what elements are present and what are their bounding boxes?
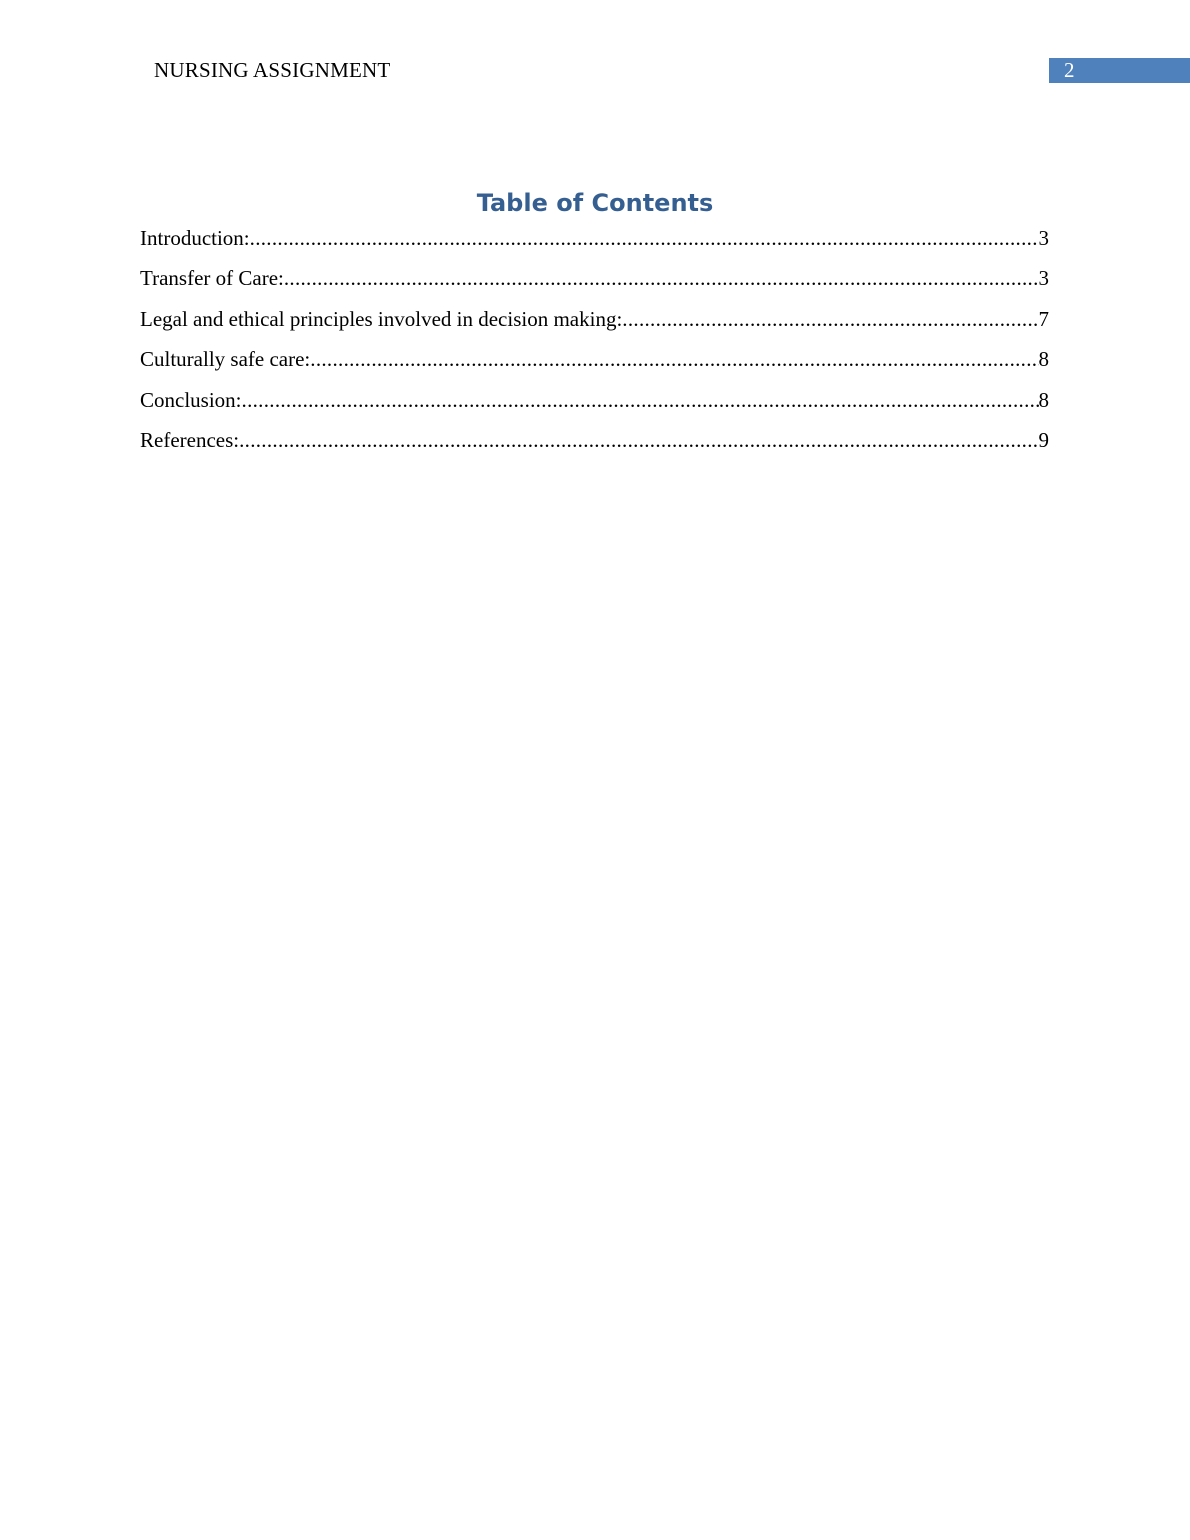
toc-entry[interactable] xyxy=(140,224,1049,264)
toc-entry-text: Legal and ethical principles involved in decision making: xyxy=(140,306,623,331)
dot-leader xyxy=(242,386,1039,414)
toc-entry-page: 9 xyxy=(1038,427,1049,452)
toc-entry-page: 8 xyxy=(1038,347,1049,372)
dot-leader xyxy=(284,264,1039,292)
page-header xyxy=(0,56,1190,84)
toc-entry[interactable] xyxy=(140,264,1049,304)
dot-leader xyxy=(239,426,1038,454)
dot-leader xyxy=(250,224,1039,252)
toc-title: Table of Contents xyxy=(476,189,714,217)
toc-entry-text: Introduction: xyxy=(140,226,250,250)
toc-entry-text: Transfer of Care: xyxy=(140,266,284,291)
toc-entry-text: Culturally safe care: xyxy=(140,347,311,372)
toc-entry-text: References: xyxy=(140,427,240,452)
running-head: NURSING ASSIGNMENT xyxy=(154,58,391,82)
table-of-contents xyxy=(140,224,1049,466)
dot-leader xyxy=(622,305,1038,333)
dot-leader xyxy=(310,345,1038,373)
toc-entry-page: 3 xyxy=(1038,266,1049,291)
toc-entry-page: 7 xyxy=(1038,306,1049,331)
toc-entry-page: 3 xyxy=(1038,226,1049,250)
toc-entry[interactable] xyxy=(140,345,1049,385)
toc-entry[interactable] xyxy=(140,386,1049,426)
toc-entry[interactable] xyxy=(140,305,1049,345)
page-number: 2 xyxy=(1064,58,1075,82)
page-number-box xyxy=(1049,58,1190,83)
toc-entry-page: 8 xyxy=(1038,387,1049,412)
toc-entry-text: Conclusion: xyxy=(140,387,242,412)
toc-entry[interactable] xyxy=(140,426,1049,466)
